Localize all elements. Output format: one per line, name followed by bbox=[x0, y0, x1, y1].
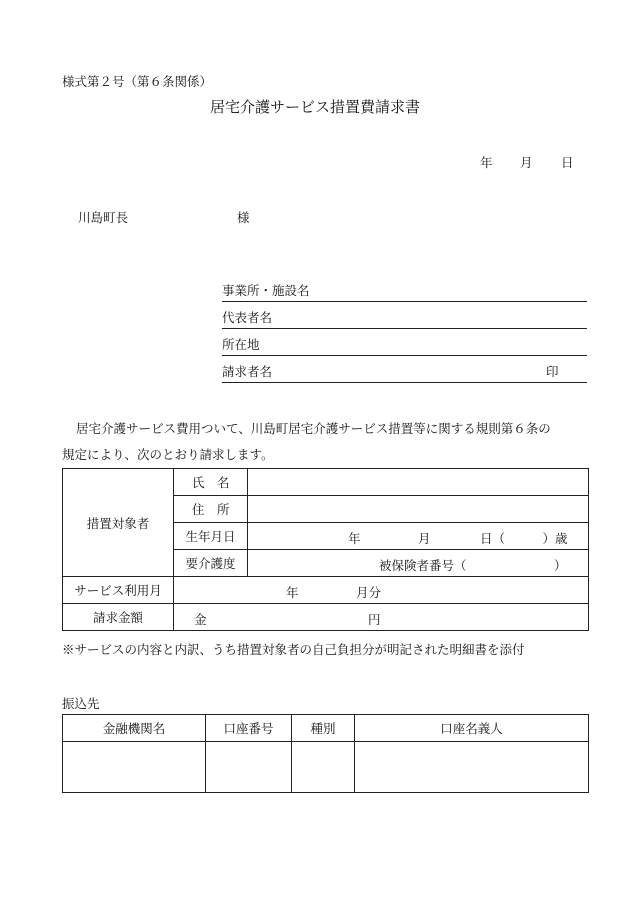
insured-number: 被保険者番号（ ） bbox=[379, 558, 567, 573]
birth-month: 月 bbox=[418, 531, 431, 546]
table-row bbox=[63, 742, 589, 793]
birth-year: 年 bbox=[348, 531, 361, 546]
insured-number-cell[interactable] bbox=[248, 550, 589, 577]
date-year: 年 bbox=[480, 155, 493, 170]
holder-label: 口座名義人 bbox=[355, 715, 589, 742]
service-month-cell[interactable] bbox=[174, 577, 589, 604]
addressee-honorific: 様 bbox=[237, 210, 250, 225]
holder-value-cell[interactable] bbox=[355, 742, 589, 793]
seal-mark: 印 bbox=[546, 364, 559, 379]
table-row bbox=[63, 604, 589, 631]
body-text-line1: 居宅介護サービス費用ついて、川島町居宅介護サービス措置等に関する規則第６条の bbox=[76, 421, 551, 436]
amount-cell[interactable] bbox=[174, 604, 589, 631]
transfer-table bbox=[62, 714, 589, 793]
table-row bbox=[63, 469, 589, 496]
claim-table bbox=[62, 468, 589, 631]
amount-prefix: 金 bbox=[194, 612, 207, 627]
subject-label: 措置対象者 bbox=[63, 469, 174, 577]
name-value-cell[interactable] bbox=[248, 469, 589, 496]
address-label: 所在地 bbox=[222, 337, 260, 352]
service-month-label: サービス利用月 bbox=[63, 577, 174, 604]
body-text-line2: 規定により、次のとおり請求します。 bbox=[62, 447, 274, 462]
form-number: 様式第２号（第６条関係） bbox=[62, 74, 213, 89]
birth-day-age: 日（ ）歳 bbox=[480, 531, 568, 546]
addressee-name: 川島町長 bbox=[78, 210, 129, 225]
date-day: 日 bbox=[561, 155, 574, 170]
address-value-cell[interactable] bbox=[248, 496, 589, 523]
facility-name-label: 事業所・施設名 bbox=[222, 283, 310, 298]
representative-field[interactable] bbox=[222, 308, 587, 329]
bank-value-cell[interactable] bbox=[63, 742, 206, 793]
birth-value-cell[interactable] bbox=[248, 523, 589, 550]
account-number-value-cell[interactable] bbox=[206, 742, 292, 793]
transfer-heading: 振込先 bbox=[62, 696, 100, 711]
service-year: 年 bbox=[286, 585, 299, 600]
amount-label: 請求金額 bbox=[63, 604, 174, 631]
table-row bbox=[63, 715, 589, 742]
type-value-cell[interactable] bbox=[292, 742, 355, 793]
service-month: 月分 bbox=[356, 585, 382, 600]
account-number-label: 口座番号 bbox=[206, 715, 292, 742]
claimant-field[interactable] bbox=[222, 362, 587, 383]
care-level-label: 要介護度 bbox=[174, 550, 248, 577]
date-month: 月 bbox=[520, 155, 533, 170]
representative-label: 代表者名 bbox=[222, 310, 273, 325]
type-label: 種別 bbox=[292, 715, 355, 742]
facility-name-field[interactable] bbox=[222, 281, 587, 302]
attachment-note: ※サービスの内容と内訳、うち措置対象者の自己負担分が明記された明細書を添付 bbox=[62, 642, 525, 657]
birth-label: 生年月日 bbox=[174, 523, 248, 550]
document-title: 居宅介護サービス措置費請求書 bbox=[209, 98, 420, 116]
bank-label: 金融機関名 bbox=[63, 715, 206, 742]
table-row bbox=[63, 577, 589, 604]
amount-unit: 円 bbox=[368, 612, 381, 627]
name-label: 氏 名 bbox=[174, 469, 248, 496]
address-field[interactable] bbox=[222, 335, 587, 356]
claimant-label: 請求者名 bbox=[222, 364, 273, 379]
address-label: 住 所 bbox=[174, 496, 248, 523]
